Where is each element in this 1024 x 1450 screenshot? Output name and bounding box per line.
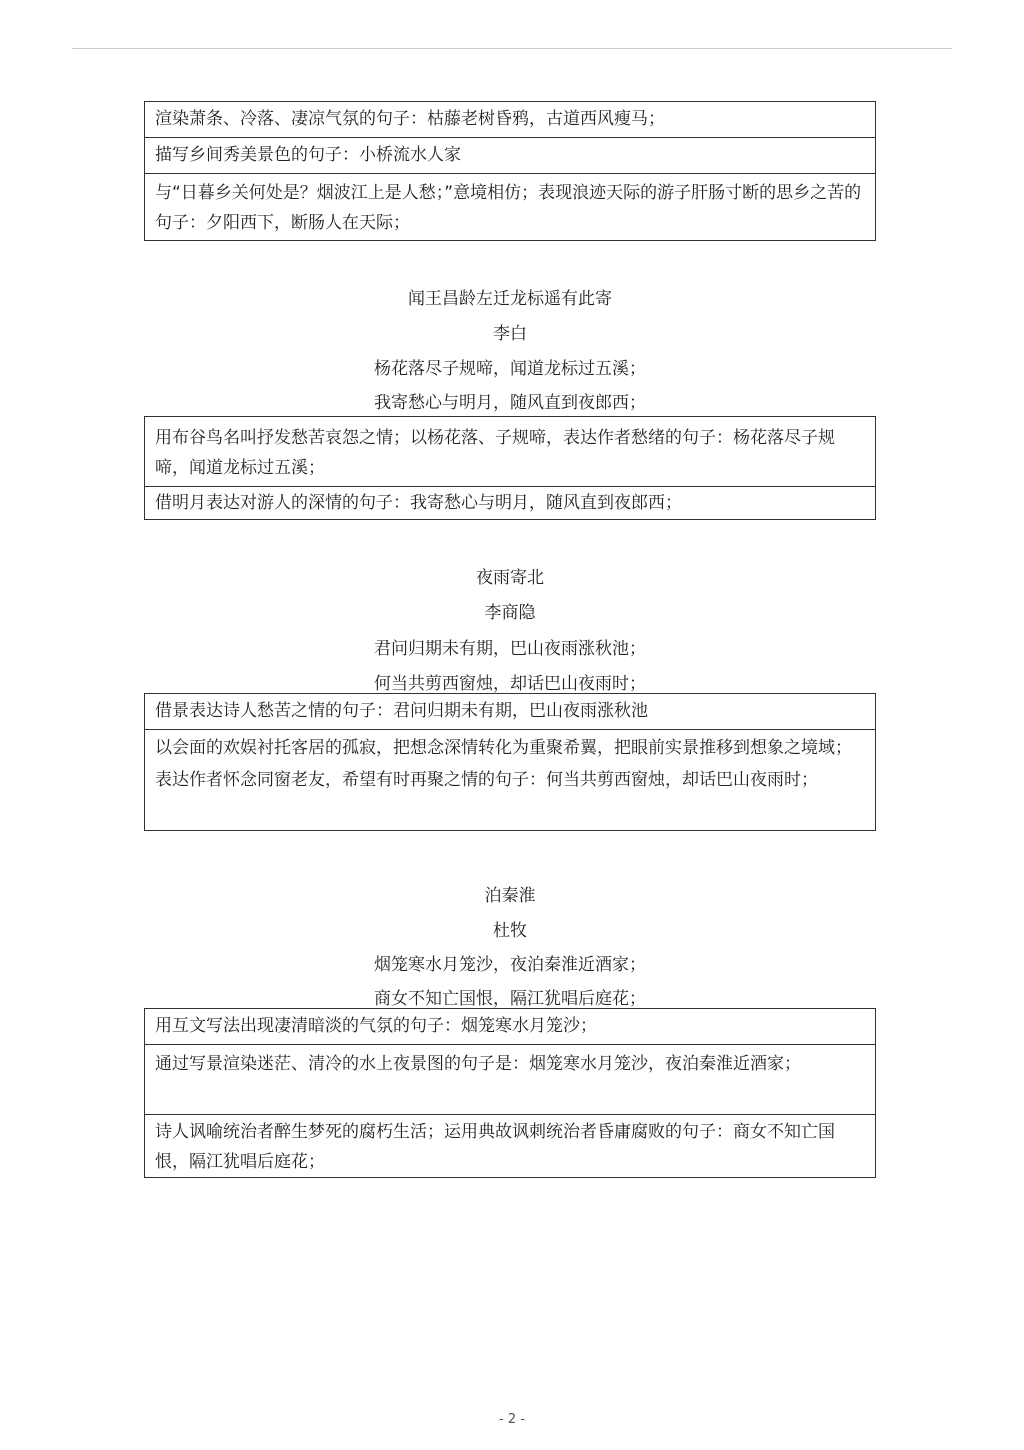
table-row: 描写乡间秀美景色的句子：小桥流水人家 — [145, 138, 875, 174]
annotation-table-3 — [144, 693, 876, 831]
poem-author: 杜牧 — [493, 921, 527, 941]
poem-line: 烟笼寒水月笼沙，夜泊秦淮近酒家； — [374, 955, 646, 975]
poem-title: 泊秦淮 — [484, 886, 536, 906]
poem-line: 何当共剪西窗烛，却话巴山夜雨时； — [374, 674, 646, 694]
table-row: 借明月表达对游人的深情的句子：我寄愁心与明月，随风直到夜郎西； — [155, 493, 682, 513]
table-row: 通过写景渲染迷茫、清冷的水上夜景图的句子是：烟笼寒水月笼沙，夜泊秦淮近酒家； — [145, 1045, 875, 1115]
poem-line: 商女不知亡国恨，隔江犹唱后庭花； — [374, 989, 646, 1009]
annotation-table-1 — [144, 101, 876, 241]
header-rule — [72, 48, 952, 49]
poem-title: 闻王昌龄左迁龙标遥有此寄 — [408, 289, 612, 309]
poem-author: 李白 — [493, 324, 527, 344]
table-row: 用布谷鸟名叫抒发愁苦哀怨之情；以杨花落、子规啼，表达作者愁绪的句子：杨花落尽子规啼，闻道龙标过五溪； — [145, 417, 875, 487]
poem-title: 夜雨寄北 — [476, 568, 544, 588]
poem-line: 君问归期未有期，巴山夜雨涨秋池； — [374, 639, 646, 659]
page-number: - 2 - — [499, 1412, 525, 1427]
table-row: 渲染萧条、冷落、凄凉气氛的句子：枯藤老树昏鸦，古道西风瘦马； — [145, 102, 875, 138]
poem-author: 李商隐 — [484, 603, 536, 623]
table-row: 与“日暮乡关何处是？烟波江上是人愁；”意境相仿；表现浪迹天际的游子肝肠寸断的思乡之苦的句子：夕阳西下，断肠人在天际； — [155, 183, 862, 233]
annotation-table-4 — [144, 1008, 876, 1178]
annotation-table-2 — [144, 416, 876, 520]
poem-line: 杨花落尽子规啼，闻道龙标过五溪； — [374, 359, 646, 379]
table-row: 借景表达诗人愁苦之情的句子：君问归期未有期，巴山夜雨涨秋池 — [145, 694, 875, 730]
table-row: 用互文写法出现凄清暗淡的气氛的句子：烟笼寒水月笼沙； — [145, 1009, 875, 1045]
poem-line: 我寄愁心与明月，随风直到夜郎西； — [374, 393, 646, 413]
table-row: 以会面的欢娱衬托客居的孤寂，把想念深情转化为重聚希翼，把眼前实景推移到想象之境域；表达作者怀念同窗老友，希望有时再聚之情的句子：何当共剪西窗烛，却话巴山夜雨时； — [155, 738, 852, 790]
table-row: 诗人讽喻统治者醉生梦死的腐朽生活；运用典故讽刺统治者昏庸腐败的句子：商女不知亡国恨，隔江犹唱后庭花； — [155, 1122, 835, 1172]
